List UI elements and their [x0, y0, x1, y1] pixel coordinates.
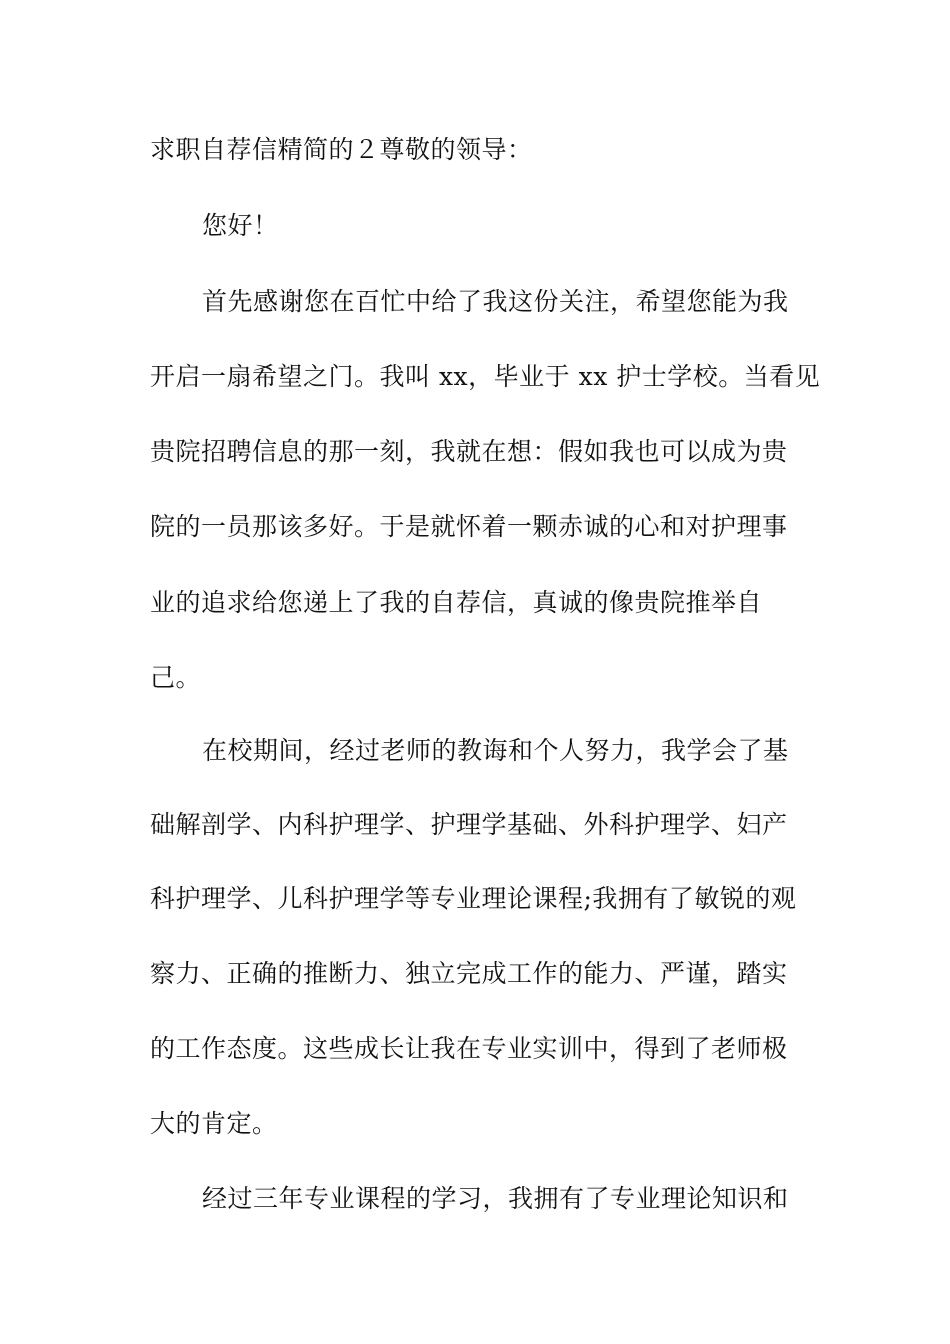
paragraph-1-line-1: 首先感谢您在百忙中给了我这份关注，希望您能为我 [202, 287, 789, 316]
paragraph-1-line-4: 院的一员那该多好。于是就怀着一颗赤诚的心和对护理事 [150, 512, 788, 541]
paragraph-2-line-5: 的工作态度。这些成长让我在专业实训中，得到了老师极 [150, 1034, 788, 1063]
paragraph-2-line-6: 大的肯定。 [150, 1109, 278, 1138]
paragraph-1-line-2: 开启一扇希望之门。我叫 xx，毕业于 xx 护士学校。当看见 [150, 362, 821, 391]
paragraph-3-line-1: 经过三年专业课程的学习，我拥有了专业理论知识和 [202, 1184, 789, 1213]
paragraph-2-line-2: 础解剖学、内科护理学、护理学基础、外科护理学、妇产 [150, 810, 788, 839]
paragraph-1-line-3: 贵院招聘信息的那一刻，我就在想：假如我也可以成为贵 [150, 437, 788, 466]
letter-heading-salutation: 求职自荐信精简的２尊敬的领导： [150, 135, 533, 164]
paragraph-2-line-4: 察力、正确的推断力、独立完成工作的能力、严谨，踏实 [150, 959, 788, 988]
paragraph-1-line-6: 己。 [150, 663, 202, 692]
greeting-line: 您好！ [202, 211, 279, 240]
paragraph-1-line-5: 业的追求给您递上了我的自荐信，真诚的像贵院推举自 [150, 588, 763, 617]
paragraph-2-line-3: 科护理学、儿科护理学等专业理论课程;我拥有了敏锐的观 [150, 884, 797, 913]
paragraph-2-line-1: 在校期间，经过老师的教诲和个人努力，我学会了基 [202, 736, 789, 765]
